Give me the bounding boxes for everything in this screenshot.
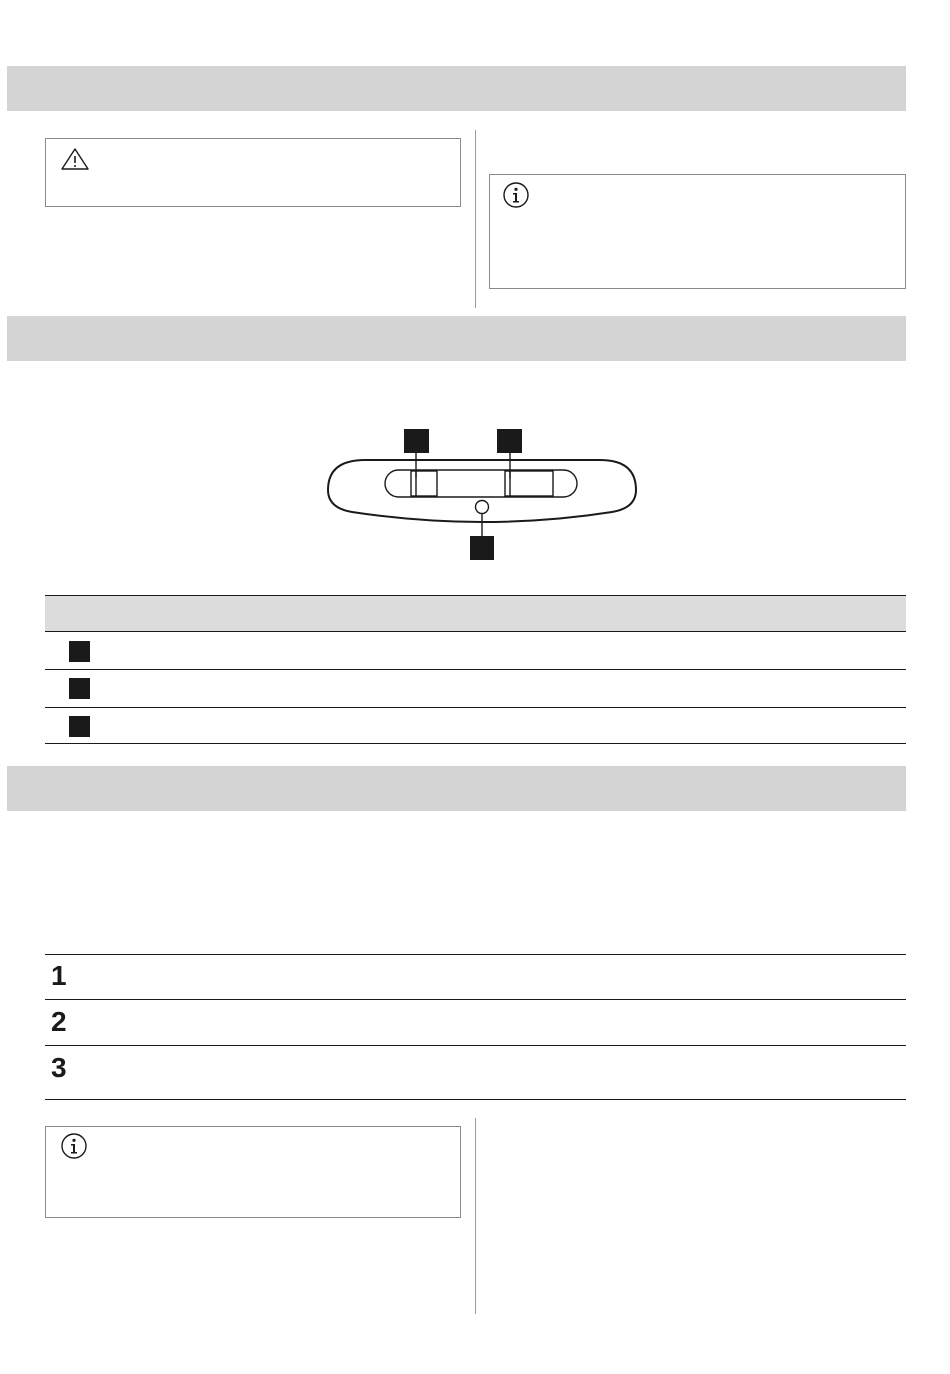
section-header-band-2 [7, 316, 906, 361]
column-divider-top [475, 130, 476, 308]
table-bottom-rule [45, 743, 906, 744]
step-number-1: 1 [51, 960, 67, 991]
step-number-3: 3 [51, 1052, 67, 1083]
callout-marker-2 [497, 429, 522, 453]
legend-marker-3 [69, 716, 90, 737]
steps-top-rule [45, 954, 906, 955]
column-divider-bottom [475, 1118, 476, 1314]
table-row-divider [45, 707, 906, 708]
info-circle-icon [502, 181, 530, 209]
warning-box [45, 138, 461, 207]
info-box-top [489, 174, 906, 289]
left-knob [411, 471, 437, 496]
steps-bottom-rule [45, 1099, 906, 1100]
callout-marker-3 [470, 536, 494, 560]
indicator-light [476, 501, 489, 514]
info-circle-icon [60, 1132, 88, 1160]
table-row-divider [45, 669, 906, 670]
right-knob [505, 471, 553, 496]
control-panel-diagram [320, 420, 650, 565]
step-number-2: 2 [51, 1006, 67, 1037]
legend-table-header [45, 595, 906, 632]
legend-marker-1 [69, 641, 90, 662]
legend-marker-2 [69, 678, 90, 699]
section-header-band-3 [7, 766, 906, 811]
steps-divider [45, 999, 906, 1000]
callout-marker-1 [404, 429, 429, 453]
warning-triangle-icon [60, 147, 90, 171]
steps-divider [45, 1045, 906, 1046]
info-box-bottom [45, 1126, 461, 1218]
section-header-band-1 [7, 66, 906, 111]
